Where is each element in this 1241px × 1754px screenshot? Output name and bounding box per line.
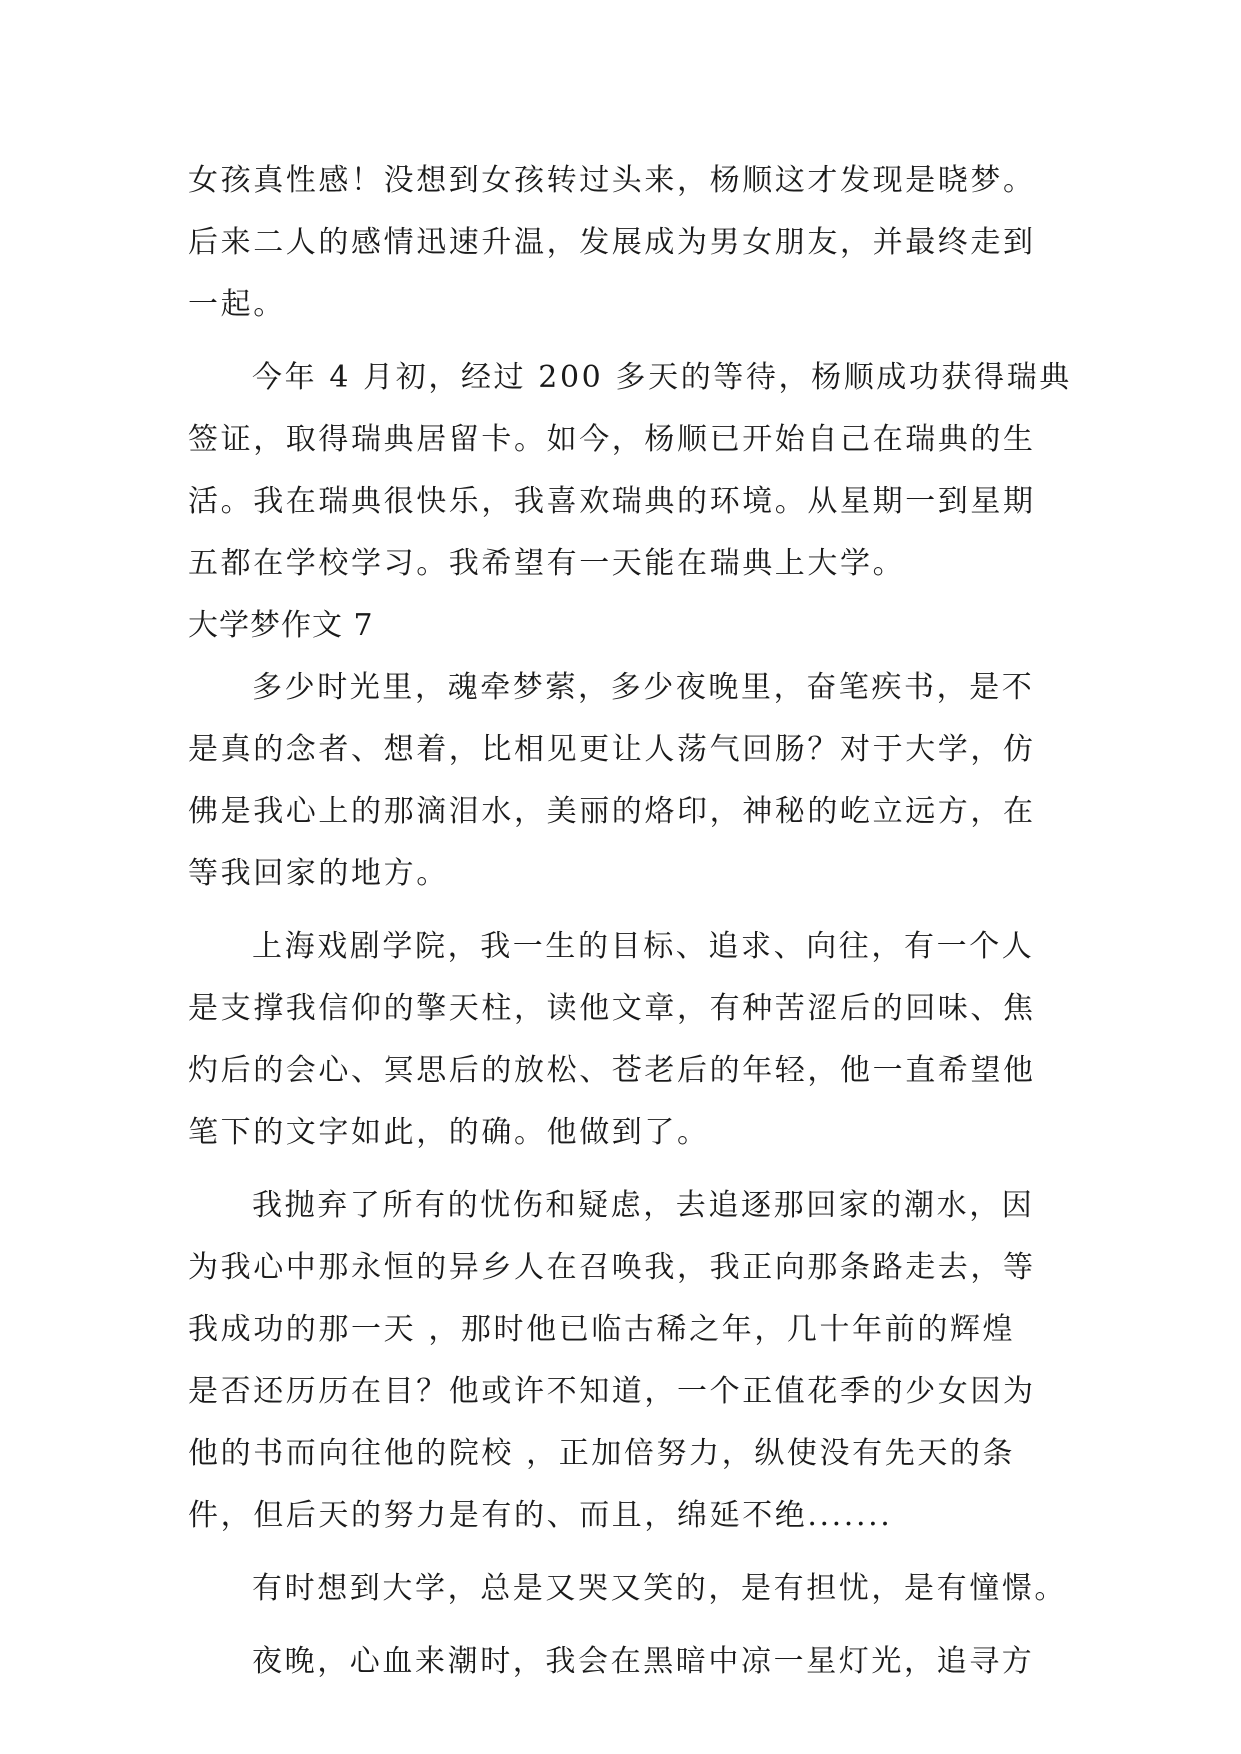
paragraph (188, 1175, 1068, 1547)
text-line: 是真的念者、想着，比相见更让人荡气回肠？对于大学，仿 (188, 732, 1036, 767)
text-line: 今年 4 月初，经过 200 多天的等待，杨顺成功获得瑞典 (252, 360, 1072, 395)
text-line: 有时想到大学，总是又哭又笑的，是有担忧，是有憧憬。 (252, 1571, 1067, 1606)
paragraph (188, 150, 1068, 336)
text-line: 我成功的那一天 ，那时他已临古稀之年，几十年前的辉煌 (188, 1312, 1016, 1347)
text-line: 我抛弃了所有的忧伤和疑虑，去追逐那回家的潮水，因 (252, 1188, 1035, 1223)
paragraph (188, 916, 1068, 1164)
text-line: 多少时光里，魂牵梦萦，多少夜晚里，奋笔疾书，是不 (252, 670, 1035, 705)
text-line: 五都在学校学习。我希望有一天能在瑞典上大学。 (188, 546, 906, 581)
text-line: 签证，取得瑞典居留卡。如今，杨顺已开始自己在瑞典的生 (188, 422, 1036, 457)
text-line: 是支撑我信仰的擎天柱，读他文章，有种苦涩后的回味、焦 (188, 991, 1036, 1026)
text-line: 等我回家的地方。 (188, 856, 449, 891)
text-line: 佛是我心上的那滴泪水，美丽的烙印，神秘的屹立远方，在 (188, 794, 1036, 829)
text-line: 灼后的会心、冥思后的放松、苍老后的年轻，他一直希望他 (188, 1053, 1036, 1088)
text-line: 为我心中那永恒的异乡人在召唤我，我正向那条路走去，等 (188, 1250, 1036, 1285)
text-line: 活。我在瑞典很快乐，我喜欢瑞典的环境。从星期一到星期 (188, 484, 1036, 519)
paragraph (188, 1558, 1068, 1620)
text-line: 后来二人的感情迅速升温，发展成为男女朋友，并最终走到 (188, 225, 1036, 260)
paragraph (188, 347, 1072, 595)
paragraph (188, 657, 1068, 905)
section-heading: 大学梦作文 7 (188, 608, 374, 643)
text-line: 夜晚，心血来潮时，我会在黑暗中凉一星灯光，追寻方 (252, 1644, 1035, 1679)
text-line: 一起。 (188, 287, 286, 322)
text-line: 女孩真性感！没想到女孩转过头来，杨顺这才发现是晓梦。 (188, 163, 1036, 198)
text-line: 他的书而向往他的院校 ，正加倍努力，纵使没有先天的条 (188, 1436, 1016, 1471)
text-line: 是否还历历在目？他或许不知道，一个正值花季的少女因为 (188, 1374, 1036, 1409)
text-line: 件，但后天的努力是有的、而且，绵延不绝....... (188, 1498, 893, 1533)
paragraph (188, 1631, 1068, 1693)
document-body (188, 150, 1072, 1693)
text-line: 笔下的文字如此，的确。他做到了。 (188, 1115, 710, 1150)
text-line: 上海戏剧学院，我一生的目标、追求、向往，有一个人 (252, 929, 1035, 964)
